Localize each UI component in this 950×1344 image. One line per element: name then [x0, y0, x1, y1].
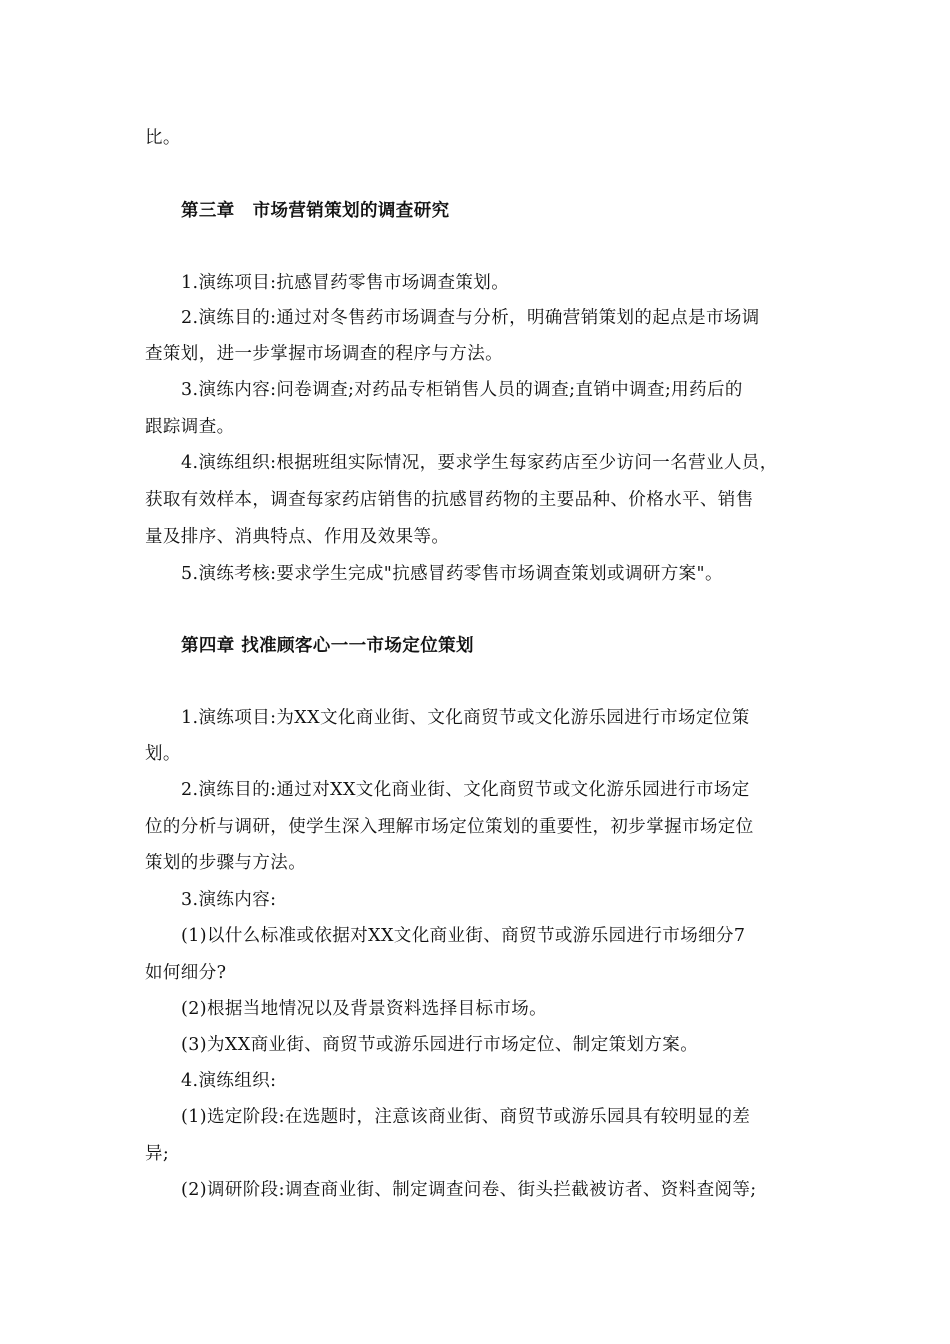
text-line: 2.演练目的:通过对冬售药市场调查与分析，明确营销策划的起点是市场调 [181, 308, 760, 328]
text-line: 如何细分? [145, 963, 227, 983]
chapter-heading: 第三章 市场营销策划的调查研究 [181, 201, 450, 221]
text-line: 量及排序、消典特点、作用及效果等。 [145, 527, 450, 547]
text-line: 异; [145, 1144, 170, 1164]
text-line: 4.演练组织: [181, 1071, 277, 1091]
text-line: (3)为XX商业街、商贸节或游乐园进行市场定位、制定策划方案。 [181, 1035, 699, 1055]
text-line: 5.演练考核:要求学生完成"抗感冒药零售市场调查策划或调研方案"。 [181, 564, 723, 584]
text-line: (1)选定阶段:在选题时，注意该商业街、商贸节或游乐园具有较明显的差 [181, 1107, 751, 1127]
text-line: 1.演练项目:为XX文化商业街、文化商贸节或文化游乐园进行市场定位策 [181, 708, 750, 728]
text-line: 位的分析与调研，使学生深入理解市场定位策划的重要性，初步掌握市场定位 [145, 817, 754, 837]
text-line: 查策划，进一步掌握市场调查的程序与方法。 [145, 344, 503, 364]
text-line: (1)以什么标准或依据对XX文化商业街、商贸节或游乐园进行市场细分7 [181, 926, 746, 946]
text-line: 策划的步骤与方法。 [145, 853, 307, 873]
text-line: (2)根据当地情况以及背景资料选择目标市场。 [181, 999, 548, 1019]
text-line: 比。 [145, 128, 181, 148]
chapter-heading: 第四章 找准顾客心一一市场定位策划 [181, 636, 474, 656]
text-line: 获取有效样本，调查每家药店销售的抗感冒药物的主要品种、价格水平、销售 [145, 490, 754, 510]
text-line: 划。 [145, 744, 181, 764]
text-line: 1.演练项目:抗感冒药零售市场调查策划。 [181, 273, 510, 293]
text-line: 2.演练目的:通过对XX文化商业街、文化商贸节或文化游乐园进行市场定 [181, 780, 750, 800]
text-line: 3.演练内容:问卷调查;对药品专柜销售人员的调查;直销中调查;用药后的 [181, 380, 743, 400]
text-line: 4.演练组织:根据班组实际情况，要求学生每家药店至少访问一名营业人员， [181, 453, 778, 473]
text-line: (2)调研阶段:调查商业街、制定调查问卷、街头拦截被访者、资料查阅等; [181, 1180, 757, 1200]
text-line: 跟踪调查。 [145, 417, 235, 437]
text-line: 3.演练内容: [181, 890, 277, 910]
